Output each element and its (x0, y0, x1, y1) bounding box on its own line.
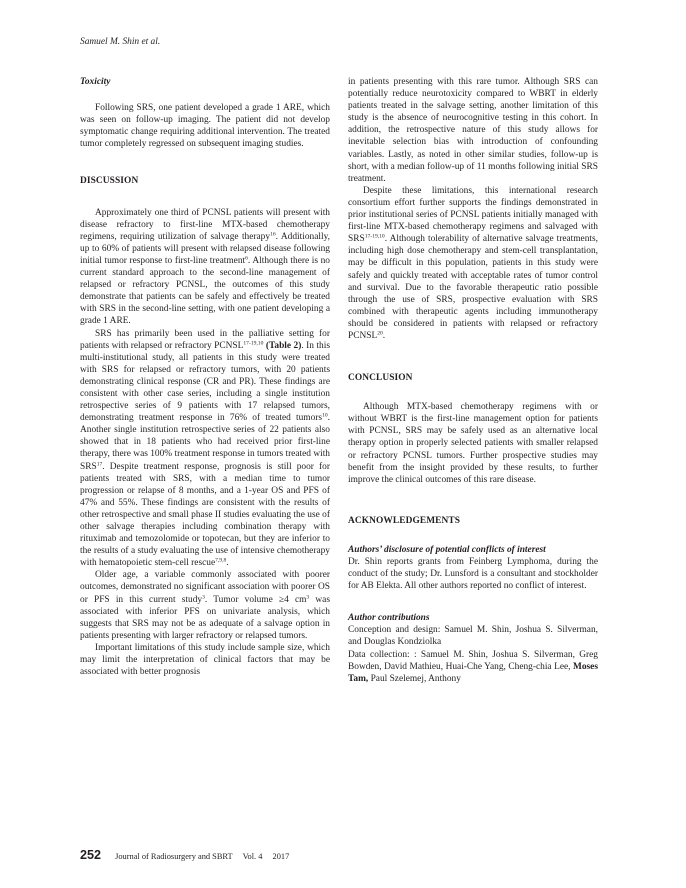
text-run: Data collection: : Samuel M. Shin, Joshua S. Silverman, Greg Bowden, David Mathieu, Huai-Che Yang, Cheng-chia Lee, (348, 649, 598, 672)
citation: 17 (96, 460, 103, 467)
toxicity-paragraph: Following SRS, one patient developed a grade 1 ARE, which was seen on follow-up imaging. The patient did not develop symptomatic change requiring additional intervention. The treated tumor completely regressed on subsequent imaging studies. (80, 103, 330, 150)
text-run: . In this multi-institutional study, all patients in this study were treated with SRS for relapsed or refractory tumors, with 20 patients demonstrating clinical response (CR and PR). These findings are consistent with other case series, including a single institution retrospective series of 9 patients with 17 relapsed tumors, demonstrating treatment response in 76% of treated tumors (80, 340, 331, 424)
text-run: . Although tolerability of alternative salvage treatments, including high dose chemotherapy and stem-cell transplantation, may be difficult in this population, patients in this study were safely and quickly treated with acceptable rates of tumor control and survival. Due to the favorable therapeutic ratio possible through the use of SRS, prospective evaluation with SRS combined with therapeutic agents including immunotherapy should be considered in patients with relapsed or refractory PCNSL (348, 234, 598, 341)
citation: 6 (245, 255, 248, 262)
page-footer (80, 848, 289, 862)
journal-volume: Vol. 4 (242, 852, 263, 861)
text-run: SRS has primarily been used in the palliative setting for patients with relapsed or refractory PCNSL (80, 328, 330, 351)
acknowledgements-heading: ACKNOWLEDGEMENTS (348, 515, 461, 526)
text-run: Approximately one third of PCNSL patients will present with disease refractory to first-line MTX-based chemotherapy regimens, requiring utilization of salvage therapy (80, 207, 330, 242)
discussion-paragraph-1 (80, 207, 330, 328)
discussion-paragraph-3 (80, 569, 330, 642)
contributions-heading: Author contributions (348, 613, 430, 624)
citation: 20 (377, 330, 383, 337)
text-run: . Additionally, up to 60% of patients will present with relapsed disease following initial tumor response to first-line treatment (80, 231, 330, 266)
conflicts-paragraph: Dr. Shin reports grants from Feinberg Lymphoma, during the conduct of the study; Dr. Lunsford is a consultant and stockholder for AB Elekta. All other authors reported no conflict of interest. (348, 557, 598, 592)
text-run: . Another single institution retrospective series of 22 patients also showed that in 18 patients who had received prior first-line therapy, there was 100% treatment response in tumors treated with SRS (80, 413, 330, 472)
conclusion-paragraph: Although MTX-based chemotherapy regimens with or without WBRT is the first-line management option for patients with PCNSL, SRS may be safely used as an alternative local therapy option in properly selected patients with smaller relapsed or refractory PCNSL tumors. Further prospective studies may benefit from the insight provided by these results, to further improve the clinical outcomes of this rare disease. (348, 402, 598, 485)
citation: 17-19,10 (364, 233, 385, 240)
table-reference: (Table 2) (265, 340, 302, 351)
citation: 17-19,10 (243, 340, 264, 346)
discussion-heading: DISCUSSION (80, 176, 139, 187)
text-run: Despite these limitations, this international research consortium effort further supports the findings demonstrated in prior institutional series of PCNSL patients initially managed with first-line MTX-based chemotherapy regimens and salvaged with SRS (348, 185, 598, 245)
conflicts-heading: Authors’ disclosure of potential conflicts of interest (348, 544, 546, 555)
superscript: 3 (306, 593, 310, 600)
text-run: . Despite treatment response, prognosis is still poor for patients treated with SRS, with a median time to tumor progression or relapse of 8 months, and a 1-year OS and PFS of 47% and 55%. These findings are consistent with the results of other retrospective and small phase II studies evaluating the use of other salvage therapies including combination therapy with rituximab and temozolomide or topotecan, but they are inferior to the results of a study evaluating the use of intensive chemotherapy with hematopoietic stem-cell rescue (80, 461, 330, 569)
discussion-paragraph-2 (80, 328, 330, 570)
discussion-paragraph-5 (348, 185, 598, 342)
text-run: Paul Szelemej, Anthony (368, 673, 461, 684)
discussion-paragraph-4-continued: in patients presenting with this rare tumor. Although SRS can potentially reduce neurotoxicity compared to WBRT in elderly patients treated in the salvage setting, another limitation of this study is the absence of neurocognitive testing in this cohort. In addition, the retrospective nature of this study allows for inevitable selection bias with introduction of confounding variables. Lastly, as noted in other similar studies, follow-up is short, with a median follow-up of 11 months following initial SRS treatment. (348, 77, 598, 184)
citation: 3 (202, 593, 205, 600)
citation: 16 (270, 231, 276, 238)
contributions-data-collection (348, 649, 598, 685)
highlighted-author: Moses Tam, (348, 661, 598, 684)
toxicity-heading: Toxicity (80, 77, 111, 87)
right-column (348, 76, 598, 685)
page-number: 252 (80, 848, 102, 862)
text-run: was associated with inferior PFS on univariate analysis, which suggests that SRS may not be as adequate of a salvage option in patients presenting with larger refractory or relapsed tumors. (80, 594, 330, 641)
conclusion-heading: CONCLUSION (348, 373, 413, 384)
text-run: . (382, 330, 386, 341)
journal-year: 2017 (272, 852, 290, 861)
text-run: . Although there is no current standard approach to the second-line management of relapsed or refractory PCNSL, the outcomes of this study demonstrate that patients can be safely and effectively be treated with SRS in the second-line setting, with one patient developing a grade 1 ARE. (80, 255, 330, 327)
running-head: Samuel M. Shin et al. (80, 37, 161, 47)
left-column (80, 76, 330, 678)
citation: 10 (322, 412, 328, 419)
text-run: . Tumor volume ≥4 cm (204, 594, 307, 605)
citation: 7,9,8 (215, 557, 227, 564)
text-run: . (226, 558, 229, 569)
journal-name: Journal of Radiosurgery and SBRT (115, 852, 233, 861)
text-run: Older age, a variable commonly associated with poorer outcomes, demonstrated no significant association with poorer OS or PFS in this current study (80, 570, 330, 605)
contributions-design: Conception and design: Samuel M. Shin, Joshua S. Silverman, and Douglas Kondziolka (348, 625, 598, 648)
discussion-paragraph-4: Important limitations of this study include sample size, which may limit the interpretation of clinical factors that may be associated with better prognosis (80, 642, 330, 678)
